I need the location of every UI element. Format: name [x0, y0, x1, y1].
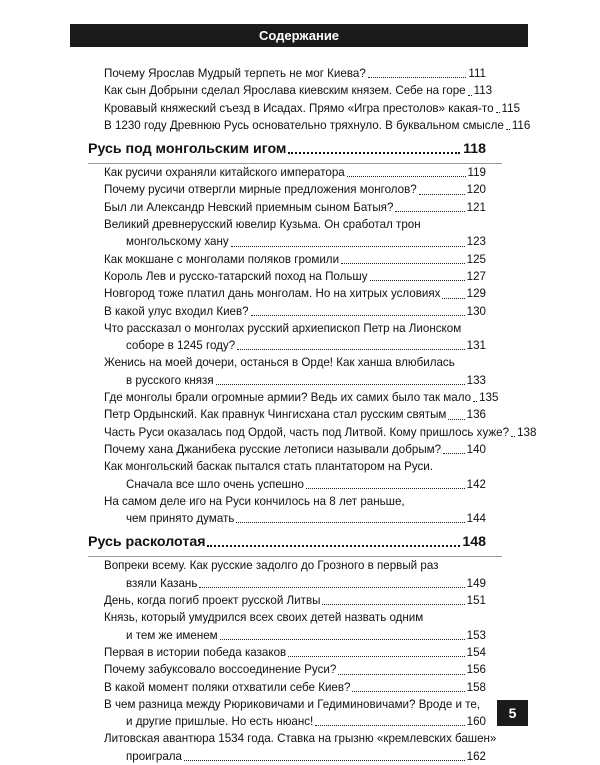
entry-title-text: Почему забуксовало воссоединение Руси? [104, 663, 337, 677]
toc-entry [88, 609, 486, 644]
entry-page-number: 156 [466, 663, 486, 677]
dot-leader [236, 522, 464, 523]
toc-entry-line [104, 713, 486, 730]
toc-entry-line [104, 679, 486, 696]
entry-title-text: Почему русичи отвергли мирные предложения монголов? [104, 183, 417, 197]
entry-page-number: 115 [501, 101, 521, 115]
dot-leader [352, 691, 464, 692]
toc-entry [88, 216, 486, 251]
toc-entry [88, 644, 486, 661]
toc-entry [88, 730, 497, 765]
entry-title-text: Где монголы брали огромные армии? Ведь их самих было так мало [104, 391, 472, 405]
dot-leader [251, 315, 465, 316]
toc-entry-line [104, 389, 499, 406]
toc-entry-line [104, 303, 486, 320]
page-header [70, 24, 528, 47]
entry-page-number: 154 [466, 645, 486, 659]
entry-title-text: Как сын Добрыни сделал Ярослава киевским князем. Себе на горе [104, 84, 466, 98]
toc-entry [88, 592, 486, 609]
toc-entry-line [104, 82, 493, 99]
toc-entry [88, 389, 499, 406]
entry-title-text: Как мокшане с монголами поляков громили [104, 252, 340, 266]
toc-entry-line [104, 441, 486, 458]
entry-page-number: 123 [466, 235, 486, 249]
entry-title-text: День, когда погиб проект русской Литвы [104, 594, 321, 608]
entry-title-text: в русского князя [126, 373, 214, 387]
toc-entry-line [104, 372, 486, 389]
toc-entry-line [104, 337, 486, 354]
dot-leader [216, 384, 465, 385]
dot-leader [506, 129, 510, 130]
entry-page-number: 135 [479, 391, 499, 405]
toc-entry [88, 100, 521, 117]
dot-leader [468, 95, 472, 96]
entry-page-number: 162 [466, 749, 486, 763]
entry-title-text: Женись на моей дочери, останься в Орде! Как ханша влюбилась [104, 356, 455, 370]
section-page-number: 118 [463, 141, 486, 158]
toc-entry-line [104, 609, 486, 626]
entry-page-number: 131 [466, 339, 486, 353]
dot-leader [511, 436, 515, 437]
dot-leader [347, 176, 466, 177]
entry-title-text: Был ли Александр Невский приемным сыном Батыя? [104, 200, 394, 214]
entry-page-number: 129 [466, 287, 486, 301]
dot-leader [315, 725, 464, 726]
toc-entry [88, 354, 486, 389]
toc-entry [88, 164, 486, 181]
toc-entry [88, 268, 486, 285]
entry-title-text: взяли Казань [126, 576, 198, 590]
toc-section-heading [88, 532, 486, 552]
dot-leader [288, 656, 464, 657]
table-of-contents [88, 65, 537, 765]
toc-entry [88, 424, 537, 441]
entry-page-number: 111 [468, 67, 486, 80]
entry-title-text: Первая в истории победа казаков [104, 645, 287, 659]
header-title: Содержание [258, 28, 340, 43]
dot-leader [220, 639, 465, 640]
entry-title-text: Литовская авантюра 1534 года. Ставка на грызню «кремлевских башен» [104, 732, 497, 746]
toc-entry-line [104, 216, 486, 233]
toc-entry-line [104, 164, 486, 181]
dot-leader [288, 152, 460, 154]
toc-entry-line [104, 251, 486, 268]
toc-entry [88, 285, 486, 302]
dot-leader [231, 246, 465, 247]
entry-page-number: 113 [473, 84, 493, 98]
entry-page-number: 119 [467, 166, 486, 180]
dot-leader [370, 280, 465, 281]
entry-page-number: 125 [466, 252, 486, 266]
toc-entry-line [104, 644, 486, 661]
toc-entry-line [104, 557, 486, 574]
entry-page-number: 142 [466, 477, 486, 491]
toc-entry-line [104, 424, 537, 441]
toc-entry-line [104, 696, 486, 713]
toc-entry-line [104, 406, 486, 423]
toc-entry [88, 65, 486, 82]
section-title: Русь расколотая [88, 534, 206, 551]
entry-page-number: 140 [466, 442, 486, 456]
dot-leader [473, 401, 477, 402]
toc-entry-line [104, 476, 486, 493]
entry-title-text: монгольскому хану [126, 235, 229, 249]
entry-page-number: 153 [466, 628, 486, 642]
entry-page-number: 133 [466, 373, 486, 387]
toc-entry-line [104, 627, 486, 644]
entry-title-text: В чем разница между Рюриковичами и Гедиминовичами? Вроде и те, [104, 697, 481, 711]
entry-title-text: Почему хана Джанибека русские летописи называли добрым? [104, 442, 442, 456]
entry-page-number: 160 [466, 715, 486, 729]
toc-entry-line [104, 320, 486, 337]
page-number-label: 5 [508, 705, 517, 721]
toc-entry [88, 441, 486, 458]
toc-entry-line [104, 510, 486, 527]
entry-page-number: 127 [466, 269, 486, 283]
entry-title-text: Как монгольский баскак пытался стать плантатором на Руси. [104, 460, 434, 474]
toc-entry [88, 82, 493, 99]
entry-title-text: и тем же именем [126, 628, 218, 642]
toc-entry-line [104, 592, 486, 609]
toc-entry-line [104, 199, 486, 216]
toc-entry [88, 181, 486, 198]
dot-leader [237, 349, 465, 350]
entry-title-text: Вопреки всему. Как русские задолго до Грозного в первый раз [104, 559, 439, 573]
section-page-number: 148 [462, 534, 486, 551]
entry-page-number: 149 [466, 576, 486, 590]
entry-page-number: 158 [466, 680, 486, 694]
entry-title-text: Почему Ярослав Мудрый терпеть не мог Киева? [104, 67, 366, 80]
entry-page-number: 144 [466, 512, 486, 526]
toc-entry-line [104, 493, 486, 510]
dot-leader [442, 298, 464, 299]
dot-leader [322, 604, 464, 605]
entry-title-text: В 1230 году Древнюю Русь основательно тряхнуло. В буквальном смысле [104, 118, 504, 132]
entry-page-number: 136 [466, 408, 486, 422]
entry-title-text: Петр Ордынский. Как правнук Чингисхана стал русским святым [104, 408, 447, 422]
toc-entry-line [104, 181, 486, 198]
toc-entry-line [104, 354, 486, 371]
dot-leader [341, 263, 465, 264]
dot-leader [199, 587, 464, 588]
toc-entry [88, 679, 486, 696]
entry-title-text: Часть Руси оказалась под Ордой, часть под Литвой. Кому пришлось хуже? [104, 425, 510, 439]
toc-entry [88, 493, 486, 528]
dot-leader [395, 211, 464, 212]
entry-title-text: Как русичи охраняли китайского императора [104, 166, 345, 180]
entry-title-text: Сначала все шло очень успешно [126, 477, 304, 491]
dot-leader [448, 419, 464, 420]
entry-title-text: Великий древнерусский ювелир Кузьма. Он сработал трон [104, 218, 421, 232]
entry-title-text: В какой улус входил Киев? [104, 304, 249, 318]
entry-title-text: соборе в 1245 году? [126, 339, 236, 353]
entry-page-number: 151 [466, 594, 486, 608]
dot-leader [443, 453, 465, 454]
entry-title-text: Король Лев и русско-татарский поход на Польшу [104, 269, 368, 283]
toc-entry [88, 251, 486, 268]
toc-entry-line [104, 458, 486, 475]
toc-entry-line [104, 268, 486, 285]
section-title: Русь под монгольским игом [88, 141, 287, 158]
entry-page-number: 116 [511, 118, 531, 132]
entry-title-text: Что рассказал о монголах русский архиепископ Петр на Лионском [104, 321, 462, 335]
toc-entry [88, 661, 486, 678]
entry-page-number: 121 [466, 200, 486, 214]
toc-entry-line [104, 748, 486, 765]
toc-entry-line [104, 285, 486, 302]
toc-entry [88, 557, 486, 592]
entry-title-text: Кровавый княжеский съезд в Исадах. Прямо «Игра престолов» какая-то [104, 101, 494, 115]
toc-entry-line [104, 100, 521, 117]
toc-entry [88, 458, 486, 493]
page-number [497, 700, 528, 726]
toc-entry [88, 406, 486, 423]
entry-title-text: На самом деле иго на Руси кончилось на 8 лет раньше, [104, 494, 405, 508]
entry-page-number: 120 [466, 183, 486, 197]
toc-entry-line [104, 117, 531, 134]
dot-leader [207, 545, 460, 547]
entry-page-number: 138 [517, 425, 537, 439]
dot-leader [496, 112, 500, 113]
toc-entry-line [104, 661, 486, 678]
toc-entry [88, 696, 486, 731]
toc-entry-line [104, 65, 486, 82]
toc-entry-line [104, 233, 486, 250]
toc-entry [88, 303, 486, 320]
toc-entry [88, 117, 531, 134]
dot-leader [306, 488, 465, 489]
dot-leader [184, 760, 465, 761]
entry-title-text: Новгород тоже платил дань монголам. Но на хитрых условиях [104, 287, 441, 301]
entry-title-text: В какой момент поляки отхватили себе Киев? [104, 680, 351, 694]
toc-entry [88, 320, 486, 355]
dot-leader [368, 77, 466, 78]
entry-title-text: чем принято думать [126, 512, 235, 526]
dot-leader [419, 194, 465, 195]
dot-leader [338, 674, 464, 675]
toc-entry [88, 199, 486, 216]
entry-page-number: 130 [466, 304, 486, 318]
toc-entry-line [104, 575, 486, 592]
toc-entry-line [104, 730, 497, 747]
toc-section-heading [88, 139, 486, 159]
entry-title-text: проиграла [126, 749, 182, 763]
entry-title-text: Князь, который умудрился всех своих детей назвать одним [104, 611, 424, 625]
entry-title-text: и другие пришлые. Но есть нюанс! [126, 715, 314, 729]
